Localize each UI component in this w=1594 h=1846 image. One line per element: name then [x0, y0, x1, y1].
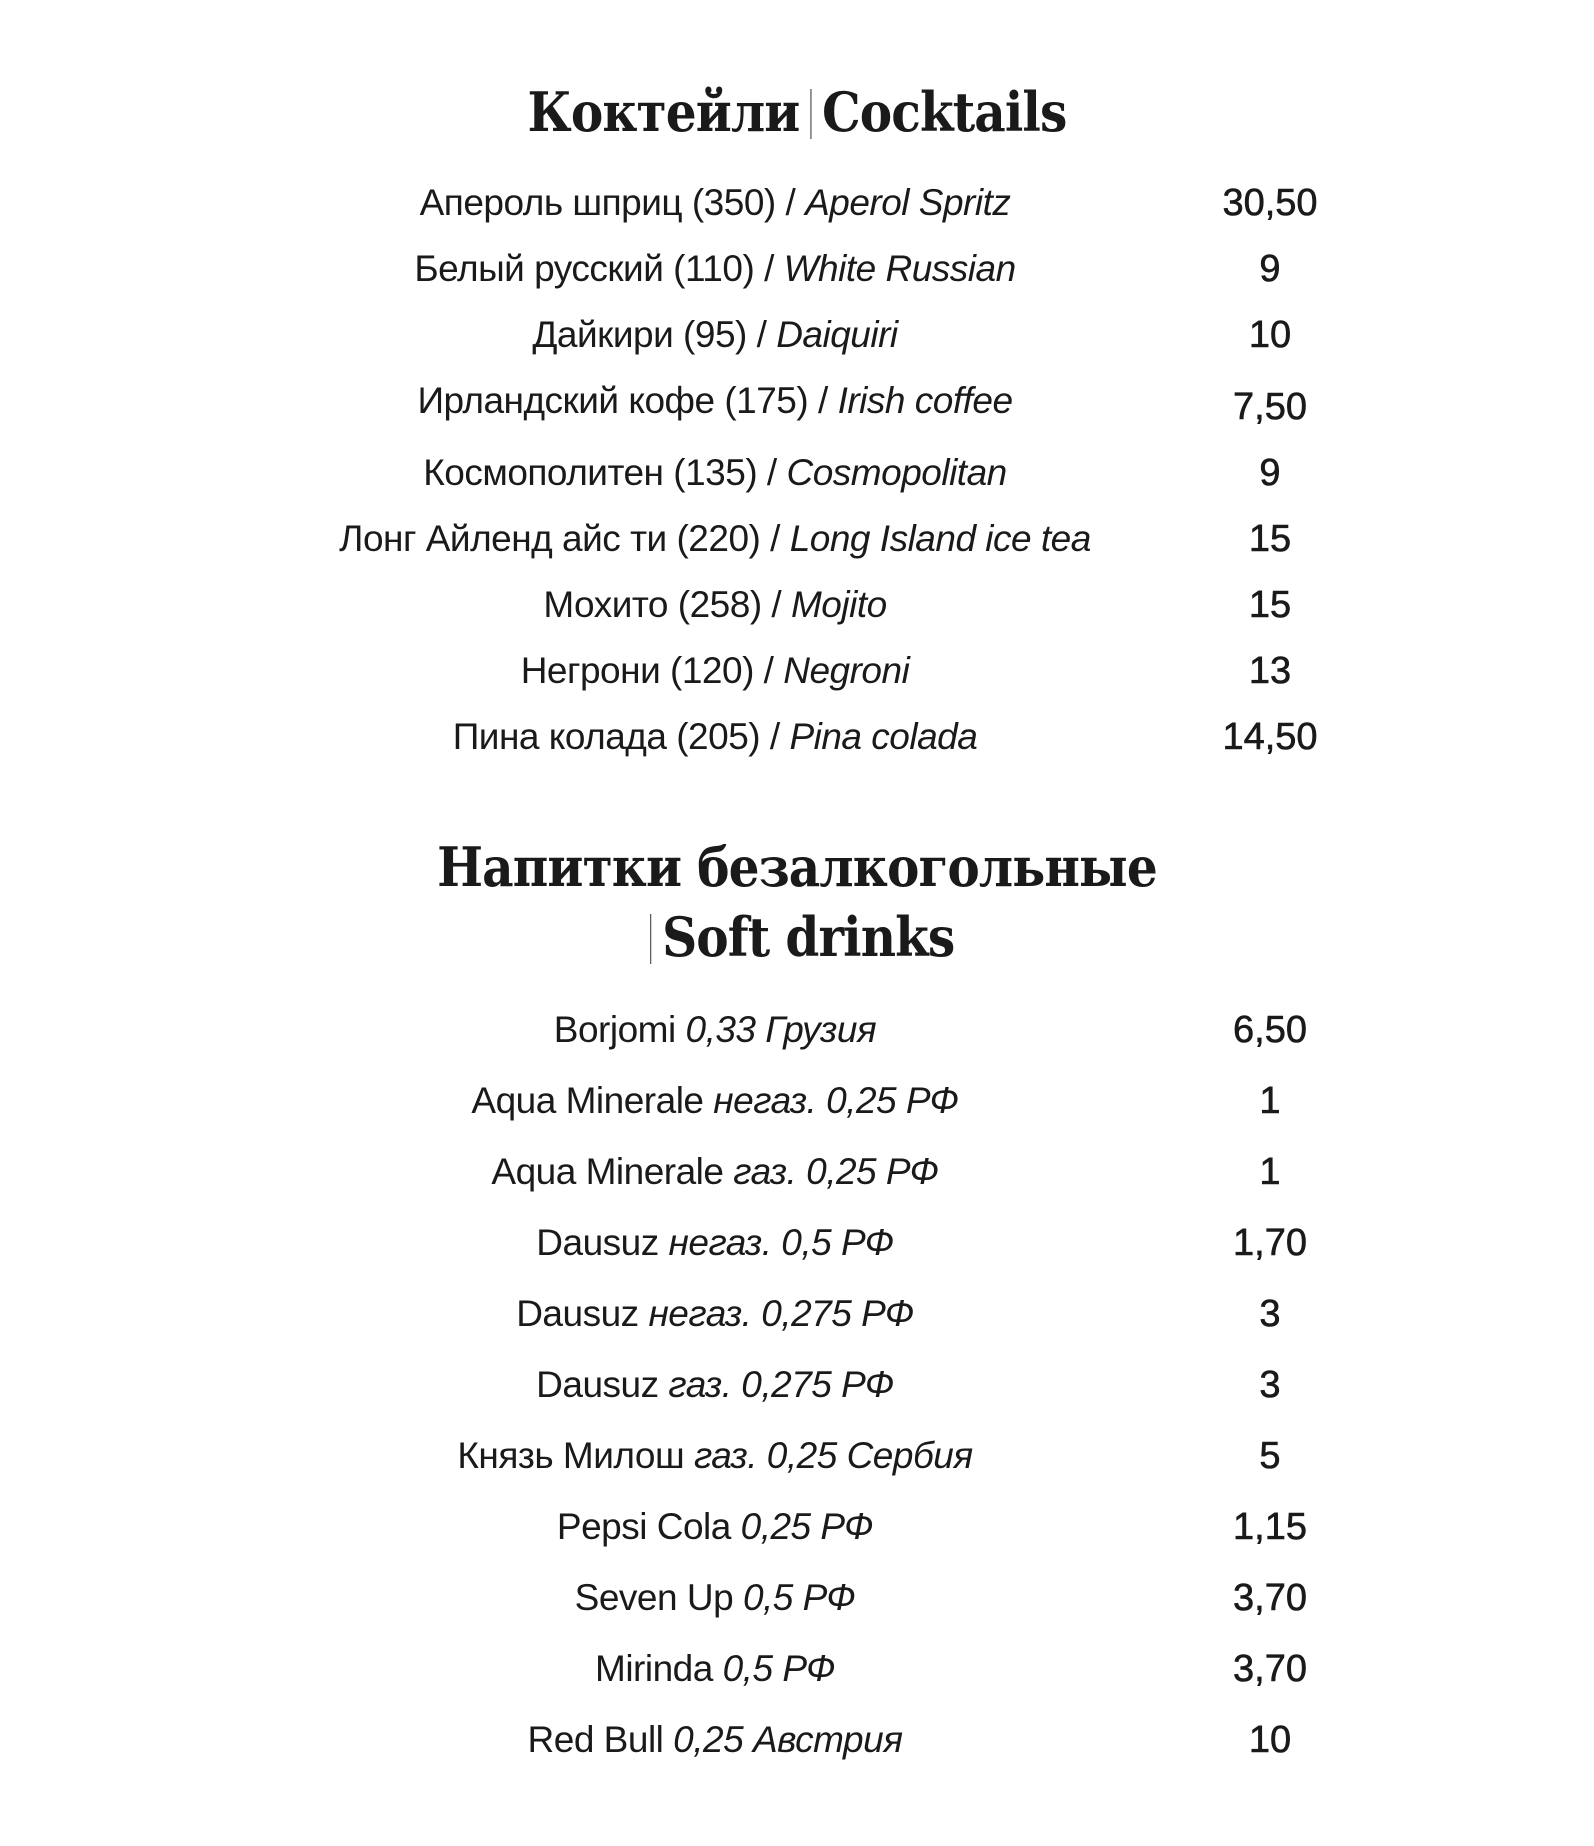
item-price: 1: [1259, 1080, 1281, 1122]
item-brand: Dausuz: [536, 1222, 669, 1263]
item-price: 9: [1259, 248, 1281, 290]
item-brand: Borjomi: [553, 1009, 686, 1050]
item-name: [190, 1502, 1240, 1552]
item-name: [190, 1005, 1240, 1055]
item-name: [190, 1289, 1240, 1339]
item-price: 15: [1248, 584, 1292, 626]
item-name-ru: Дайкири (95) /: [532, 314, 777, 355]
item-detail: газ. 0,275 РФ: [668, 1364, 894, 1405]
item-name: [190, 580, 1240, 630]
item-name-ru: Негрони (120) /: [520, 650, 784, 691]
menu-item-row: [0, 1289, 1594, 1339]
item-name-en: Mojito: [790, 584, 887, 625]
menu-item-row: [0, 1431, 1594, 1481]
item-detail: газ. 0,25 Сербия: [693, 1435, 973, 1476]
item-price: 15: [1248, 518, 1292, 560]
item-name: [190, 1715, 1240, 1765]
item-price: 5: [1259, 1435, 1281, 1477]
title-divider: [810, 89, 811, 139]
item-name-ru: Белый русский (110) /: [414, 248, 784, 289]
item-name: [190, 448, 1240, 498]
item-detail: негаз. 0,5 РФ: [668, 1222, 894, 1263]
item-price: 3: [1259, 1364, 1281, 1406]
item-name: [190, 1573, 1240, 1623]
item-detail: 0,33 Грузия: [685, 1009, 877, 1050]
item-detail: негаз. 0,25 РФ: [713, 1080, 959, 1121]
menu-item-row: [0, 580, 1594, 630]
item-price: 30,50: [1222, 182, 1318, 224]
item-price: 1: [1259, 1151, 1281, 1193]
item-detail: газ. 0,25 РФ: [733, 1151, 939, 1192]
item-name-en: Cosmopolitan: [786, 452, 1007, 493]
item-name: [190, 514, 1240, 564]
item-name-ru: Апероль шприц (350) /: [419, 182, 806, 223]
menu-item-row: [0, 646, 1594, 696]
menu-item-row: [0, 1644, 1594, 1694]
item-price: 6,50: [1233, 1009, 1307, 1051]
menu-item-row: [0, 1360, 1594, 1410]
item-brand: Pepsi Cola: [556, 1506, 741, 1547]
item-price: 13: [1248, 650, 1292, 692]
item-detail: 0,25 Австрия: [673, 1719, 903, 1760]
item-detail: 0,5 РФ: [742, 1577, 856, 1618]
item-name: [190, 178, 1240, 228]
menu-item-row: [0, 1147, 1594, 1197]
item-name-en: White Russian: [783, 248, 1016, 289]
cocktails-title-ru: Коктейли: [527, 80, 800, 144]
item-price: 9: [1259, 452, 1281, 494]
item-name: [190, 1644, 1240, 1694]
item-name-ru: Ирландский кофе (175) /: [417, 380, 838, 421]
menu-item-row: [0, 514, 1594, 564]
menu-item-row: [0, 244, 1594, 294]
menu-item-row: [0, 310, 1594, 360]
item-price: 10: [1248, 1719, 1292, 1761]
item-name-en: Pina colada: [789, 716, 978, 757]
item-detail: негаз. 0,275 РФ: [648, 1293, 914, 1334]
item-detail: 0,5 РФ: [722, 1648, 835, 1689]
item-brand: Red Bull: [527, 1719, 674, 1760]
soft-drinks-heading-ru: [80, 835, 1515, 899]
item-price: 14,50: [1222, 716, 1318, 758]
item-name-en: Aperol Spritz: [805, 182, 1011, 223]
item-name-en: Irish coffee: [837, 380, 1013, 421]
item-price: 3,70: [1233, 1648, 1307, 1690]
item-name: [190, 1431, 1240, 1481]
item-name-en: Negroni: [783, 650, 910, 691]
item-name: [190, 1147, 1240, 1197]
item-name: [190, 376, 1240, 426]
item-name: [190, 646, 1240, 696]
item-name: [190, 244, 1240, 294]
item-name: [190, 1218, 1240, 1268]
item-price: 3: [1259, 1293, 1281, 1335]
item-name-ru: Лонг Айленд айс ти (220) /: [339, 518, 790, 559]
item-brand: Seven Up: [574, 1577, 743, 1618]
soft-drinks-title-ru: Напитки безалкогольные: [437, 835, 1157, 899]
menu-item-row: [0, 1715, 1594, 1765]
item-price: 10: [1248, 314, 1292, 356]
menu-item-row: [0, 1005, 1594, 1055]
item-name-ru: Мохито (258) /: [543, 584, 791, 625]
item-name: [190, 712, 1240, 762]
item-name-ru: Космополитен (135) /: [423, 452, 787, 493]
menu-item-row: [0, 1218, 1594, 1268]
item-name: [190, 1360, 1240, 1410]
menu-item-row: [0, 712, 1594, 762]
cocktails-title-en: Cocktails: [821, 80, 1067, 144]
item-price: 3,70: [1233, 1577, 1307, 1619]
menu-item-row: [0, 178, 1594, 228]
soft-drinks-title-en: Soft drinks: [662, 905, 955, 969]
menu-item-row: [0, 1573, 1594, 1623]
menu-item-row: [0, 1502, 1594, 1552]
item-detail: 0,25 РФ: [740, 1506, 874, 1547]
item-name-en: Daiquiri: [776, 314, 898, 355]
item-brand: Dausuz: [516, 1293, 649, 1334]
item-brand: Aqua Minerale: [471, 1080, 714, 1121]
menu-item-row: [0, 448, 1594, 498]
title-divider: [650, 914, 651, 964]
item-brand: Mirinda: [595, 1648, 723, 1689]
item-brand: Aqua Minerale: [491, 1151, 734, 1192]
item-price: 1,70: [1233, 1222, 1307, 1264]
item-brand: Dausuz: [536, 1364, 669, 1405]
item-price: 7,50: [1233, 386, 1307, 428]
cocktails-heading: [80, 80, 1515, 144]
item-name: [190, 310, 1240, 360]
item-price: 1,15: [1233, 1506, 1307, 1548]
item-name-ru: Пина колада (205) /: [452, 716, 790, 757]
menu-item-row: [0, 376, 1594, 426]
item-name: [190, 1076, 1240, 1126]
menu-item-row: [0, 1076, 1594, 1126]
item-brand: Князь Милош: [457, 1435, 694, 1476]
soft-drinks-heading-en: [80, 905, 1515, 969]
item-name-en: Long Island ice tea: [789, 518, 1091, 559]
